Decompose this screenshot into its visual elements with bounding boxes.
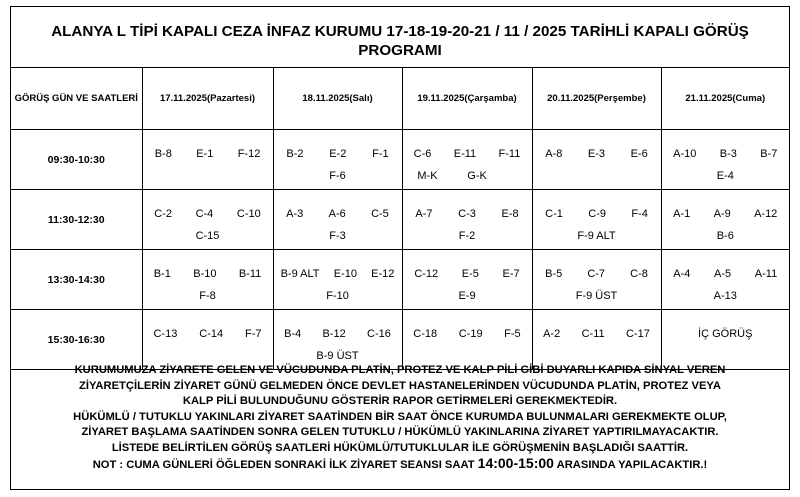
schedule-cell xyxy=(661,130,789,190)
ward-line xyxy=(403,267,532,282)
schedule-cell xyxy=(273,130,402,190)
day-header: 17.11.2025(Pazartesi) xyxy=(159,93,256,104)
time-slot-row xyxy=(11,250,789,310)
ward-code: B-11 xyxy=(238,268,262,280)
schedule-cell xyxy=(532,130,661,190)
ward-code: E-11 xyxy=(453,148,477,160)
schedule-cell xyxy=(273,190,402,250)
ward-code: A-7 xyxy=(415,208,433,220)
ward-line xyxy=(533,207,661,222)
ward-line xyxy=(403,169,532,184)
ward-code: A-8 xyxy=(545,148,563,160)
ward-line xyxy=(403,147,532,162)
corner-header: GÖRÜŞ GÜN VE SAATLERİ xyxy=(14,93,138,104)
header-row xyxy=(11,68,789,130)
friday-note xyxy=(11,456,789,474)
ward-code: F-4 xyxy=(631,208,648,220)
ward-code: E-12 xyxy=(371,268,395,280)
ward-code: E-9 xyxy=(458,290,476,302)
ward-line xyxy=(143,327,273,342)
friday-note-prefix: NOT : CUMA GÜNLERİ ÖĞLEDEN SONRAKİ İLK ZİYARET SEANSI SAAT xyxy=(92,459,475,471)
ward-line xyxy=(662,207,790,222)
ward-code: C-19 xyxy=(458,328,483,340)
ward-code: E-4 xyxy=(716,170,734,182)
ward-code: M-K xyxy=(417,170,438,182)
ward-code: A-12 xyxy=(754,208,778,220)
ward-code: F-11 xyxy=(498,148,521,160)
ward-code: E-1 xyxy=(196,148,214,160)
ward-code: F-3 xyxy=(329,230,346,242)
ward-code: B-9 ÜST xyxy=(316,350,359,362)
note-line: KALP PİLİ BULUNDUĞUNU GÖSTERİR RAPOR GETİRMELERİ GEREKMEKTEDİR. xyxy=(182,395,618,407)
ward-line xyxy=(143,207,273,222)
ward-code: C-10 xyxy=(236,208,261,220)
schedule-cell xyxy=(532,250,661,310)
ward-code: A-4 xyxy=(673,268,691,280)
ward-code: C-14 xyxy=(199,328,224,340)
note-line: ZİYARET BAŞLAMA SAATİNDEN SONRA GELEN TUTUKLU / HÜKÜMLÜ YAKINLARINA ZİYARET YAPTIRILMAYACAKTIR. xyxy=(81,426,719,438)
ward-code: F-5 xyxy=(504,328,521,340)
time-slot-label: 13:30-14:30 xyxy=(47,273,105,286)
ward-code: C-15 xyxy=(195,230,220,242)
friday-note-suffix: ARASINDA YAPILACAKTIR.! xyxy=(556,459,708,471)
ward-code: F-1 xyxy=(372,148,389,160)
ward-code: İÇ GÖRÜŞ xyxy=(698,328,753,340)
ward-code: C-6 xyxy=(413,148,432,160)
ward-code: F-7 xyxy=(245,328,262,340)
ward-line xyxy=(403,207,532,222)
day-header: 21.11.2025(Cuma) xyxy=(685,93,766,104)
ward-code: B-2 xyxy=(286,148,304,160)
ward-code: E-3 xyxy=(587,148,606,160)
ward-code: B-6 xyxy=(716,230,734,242)
schedule-cell xyxy=(142,130,273,190)
ward-code: C-7 xyxy=(587,268,606,280)
schedule-cell xyxy=(402,130,532,190)
ward-code: E-8 xyxy=(501,208,519,220)
friday-note-time: 14:00-15:00 xyxy=(477,455,554,471)
ward-code: B-10 xyxy=(193,268,217,280)
schedule-document xyxy=(10,6,790,490)
ward-line xyxy=(533,327,661,342)
ward-line xyxy=(143,147,273,162)
notes-section xyxy=(11,353,789,489)
ward-line xyxy=(533,289,661,304)
ward-line xyxy=(662,169,790,184)
ward-code: F-10 xyxy=(326,290,349,302)
ward-code: F-9 ALT xyxy=(577,230,616,242)
ward-code: A-1 xyxy=(673,208,691,220)
ward-line xyxy=(403,229,532,244)
ward-code: A-9 xyxy=(713,208,731,220)
note-line: ZİYARETÇİLERİN ZİYARET GÜNÜ GELMEDEN ÖNCE DEVLET HASTANELERİNDEN VÜCUDUNDA PLATİN, PROTEZ VEYA xyxy=(79,379,721,392)
ward-code: C-12 xyxy=(414,268,439,280)
schedule-cell xyxy=(532,190,661,250)
ward-code: B-7 xyxy=(760,148,778,160)
ward-code: B-8 xyxy=(154,148,172,160)
ward-code: B-1 xyxy=(153,268,171,280)
ward-line xyxy=(274,267,402,282)
schedule-cell xyxy=(142,190,273,250)
ward-code: C-16 xyxy=(367,328,391,340)
visit-schedule-table xyxy=(11,68,789,370)
ward-code: E-5 xyxy=(461,268,479,280)
time-slot-label: 09:30-10:30 xyxy=(47,153,105,166)
ward-code: F-8 xyxy=(199,290,216,302)
ward-line xyxy=(274,327,402,342)
ward-line xyxy=(274,169,402,184)
ward-code: A-11 xyxy=(754,268,778,280)
ward-code: B-4 xyxy=(284,328,302,340)
schedule-cell xyxy=(402,190,532,250)
ward-line xyxy=(662,267,790,282)
ward-line xyxy=(662,289,790,304)
ward-line xyxy=(143,289,273,304)
ward-code: C-18 xyxy=(413,328,438,340)
ward-line xyxy=(274,147,402,162)
ward-line xyxy=(274,229,402,244)
day-header: 20.11.2025(Perşembe) xyxy=(547,93,646,104)
time-slot-label: 15:30-16:30 xyxy=(47,333,105,346)
ward-code: F-9 ÜST xyxy=(575,290,618,302)
ward-code: B-3 xyxy=(719,148,737,160)
ward-code: C-9 xyxy=(588,208,606,220)
ward-code: A-6 xyxy=(328,208,346,220)
ward-line xyxy=(143,229,273,244)
ward-code: G-K xyxy=(467,170,487,182)
ward-code: C-2 xyxy=(154,208,173,220)
ward-code: C-4 xyxy=(195,208,214,220)
ward-code: B-5 xyxy=(545,268,563,280)
day-header: 19.11.2025(Çarşamba) xyxy=(417,93,517,104)
ward-line xyxy=(662,147,790,162)
ward-line xyxy=(533,267,661,282)
note-line: HÜKÜMLÜ / TUTUKLU YAKINLARI ZİYARET SAATİNDEN BİR SAAT ÖNCE KURUMDA BULUNMALARI GEREKMEKTE OLUP, xyxy=(73,410,727,423)
ward-line xyxy=(533,147,661,162)
ward-code: A-10 xyxy=(673,148,697,160)
document-title: ALANYA L TİPİ KAPALI CEZA İNFAZ KURUMU 17-18-19-20-21 / 11 / 2025 TARİHLİ KAPALI GÖRÜŞ PROGRAMI xyxy=(11,7,789,68)
ward-line xyxy=(403,289,532,304)
ward-code: C-17 xyxy=(625,328,650,340)
time-slot-label: 11:30-12:30 xyxy=(47,213,105,226)
ward-code: E-10 xyxy=(333,268,357,280)
ward-code: A-5 xyxy=(714,268,732,280)
ward-code: A-13 xyxy=(713,290,737,302)
ward-code: B-9 ALT xyxy=(280,268,320,280)
ward-code: C-1 xyxy=(545,208,563,220)
ward-code: B-12 xyxy=(322,328,346,340)
ward-code: C-3 xyxy=(458,208,476,220)
ward-code: A-3 xyxy=(286,208,304,220)
ward-line xyxy=(533,229,661,244)
schedule-cell xyxy=(273,250,402,310)
note-line: KURUMUMUZA ZİYARETE GELEN VE VÜCUDUNDA PLATİN, PROTEZ VE KALP PİLİ GİBİ DUYARLI KAPIDA SİNYAL VEREN xyxy=(74,364,726,376)
ward-code: E-2 xyxy=(329,148,347,160)
ward-line xyxy=(403,327,532,342)
ward-code: C-13 xyxy=(153,328,178,340)
ward-code: F-6 xyxy=(329,170,346,182)
note-line: LİSTEDE BELİRTİLEN GÖRÜŞ SAATLERİ HÜKÜMLÜ/TUTUKLULAR İLE GÖRÜŞMENİN BAŞLADIĞI SAATTİR. xyxy=(111,441,689,454)
ward-code: F-12 xyxy=(237,148,261,160)
schedule-cell xyxy=(661,190,789,250)
schedule-cell xyxy=(661,250,789,310)
ward-code: C-11 xyxy=(581,328,605,340)
ward-code: E-7 xyxy=(502,268,520,280)
ward-code: F-2 xyxy=(458,230,476,242)
ward-line xyxy=(662,229,790,244)
day-header: 18.11.2025(Salı) xyxy=(302,93,373,104)
schedule-cell xyxy=(402,250,532,310)
time-slot-row xyxy=(11,130,789,190)
ward-code: C-5 xyxy=(371,208,389,220)
ward-line xyxy=(662,327,790,342)
ward-line xyxy=(274,289,402,304)
ward-code: C-8 xyxy=(630,268,648,280)
ward-line xyxy=(143,267,273,282)
time-slot-row xyxy=(11,190,789,250)
ward-line xyxy=(274,207,402,222)
ward-code: A-2 xyxy=(543,328,561,340)
schedule-cell xyxy=(142,250,273,310)
ward-code: E-6 xyxy=(630,148,648,160)
